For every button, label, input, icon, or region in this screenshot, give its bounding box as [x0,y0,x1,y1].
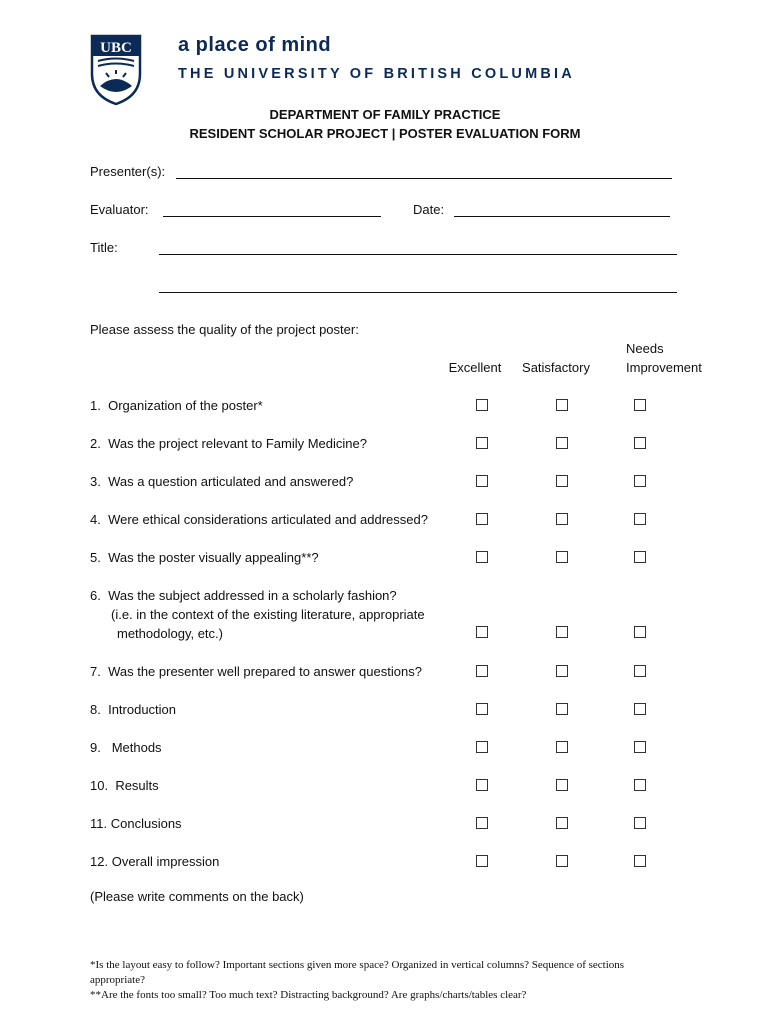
footnote-fonts: **Are the fonts too small? Too much text? Distracting background? Are graphs/charts/tables clear? [90,989,527,1001]
checkbox-item-3-satisfactory[interactable] [556,475,568,487]
item-number: 9. [90,740,101,755]
column-excellent: Excellent [448,360,502,375]
item-number: 1. [90,398,101,413]
checkbox-item-6-excellent[interactable] [476,626,488,638]
item-text: Introduction [108,702,177,717]
checkbox-item-8-excellent[interactable] [476,703,488,715]
date-field[interactable] [454,216,670,217]
item-text: Results [115,778,159,793]
checkbox-item-2-excellent[interactable] [476,437,488,449]
checkbox-item-3-excellent[interactable] [476,475,488,487]
item-text-line-2: (i.e. in the context of the existing literature, appropriate [111,607,425,622]
item-text: Were ethical considerations articulated and addressed? [108,512,428,527]
item-9 [90,738,162,757]
item-4 [90,510,428,529]
checkbox-item-8-needs-improvement[interactable] [634,703,646,715]
item-number: 3. [90,474,101,489]
checkbox-item-7-satisfactory[interactable] [556,665,568,677]
item-number: 8. [90,702,101,717]
checkbox-item-10-needs-improvement[interactable] [634,779,646,791]
checkbox-item-1-needs-improvement[interactable] [634,399,646,411]
evaluator-field[interactable] [163,216,381,217]
item-text: Was the subject addressed in a scholarly fashion? [108,588,397,603]
checkbox-item-12-satisfactory[interactable] [556,855,568,867]
item-number: 5. [90,550,101,565]
checkbox-item-7-needs-improvement[interactable] [634,665,646,677]
presenters-field[interactable] [176,178,672,179]
checkbox-item-10-excellent[interactable] [476,779,488,791]
assessment-prompt: Please assess the quality of the project poster: [90,322,359,337]
checkbox-item-9-excellent[interactable] [476,741,488,753]
item-text: Conclusions [110,816,182,831]
item-number: 4. [90,512,101,527]
item-6 [90,586,425,643]
checkbox-item-9-needs-improvement[interactable] [634,741,646,753]
checkbox-item-1-satisfactory[interactable] [556,399,568,411]
item-number: 6. [90,588,101,603]
item-5 [90,548,319,567]
comments-note: (Please write comments on the back) [90,889,304,904]
item-text: Was the poster visually appealing**? [108,550,319,565]
checkbox-item-9-satisfactory[interactable] [556,741,568,753]
checkbox-item-4-excellent[interactable] [476,513,488,525]
item-12 [90,852,219,871]
university-name: THE UNIVERSITY OF BRITISH COLUMBIA [178,66,575,82]
item-10 [90,776,159,795]
item-text: Was a question articulated and answered? [108,474,354,489]
column-improvement-label: Improvement [626,360,702,375]
checkbox-item-4-needs-improvement[interactable] [634,513,646,525]
item-number: 12. [90,854,109,869]
checkbox-item-11-needs-improvement[interactable] [634,817,646,829]
item-2 [90,434,367,453]
column-needs-improvement [606,339,712,377]
checkbox-item-1-excellent[interactable] [476,399,488,411]
item-text: Organization of the poster* [108,398,263,413]
evaluator-label: Evaluator: [90,202,149,217]
form-title: RESIDENT SCHOLAR PROJECT | POSTER EVALUATION FORM [189,126,581,141]
checkbox-item-5-needs-improvement[interactable] [634,551,646,563]
title-label: Title: [90,240,118,255]
item-text: Was the project relevant to Family Medicine? [108,436,367,451]
item-7 [90,662,422,681]
title-field-line-2[interactable] [159,292,677,293]
item-text: Methods [111,740,162,755]
checkbox-item-6-needs-improvement[interactable] [634,626,646,638]
department-heading: DEPARTMENT OF FAMILY PRACTICE [269,107,501,122]
date-label: Date: [413,202,445,217]
checkbox-item-5-satisfactory[interactable] [556,551,568,563]
checkbox-item-6-satisfactory[interactable] [556,626,568,638]
item-1 [90,396,263,415]
checkbox-item-10-satisfactory[interactable] [556,779,568,791]
column-needs-label: Needs [626,341,664,356]
presenters-label: Presenter(s): [90,164,166,179]
checkbox-item-5-excellent[interactable] [476,551,488,563]
item-8 [90,700,176,719]
footnote-layout: *Is the layout easy to follow? Important sections given more space? Organized in vertical columns? Sequence of sections appropriate? [90,959,625,986]
checkbox-item-11-excellent[interactable] [476,817,488,829]
item-number: 10. [90,778,109,793]
logo-text: UBC [100,40,132,56]
item-text: Was the presenter well prepared to answer questions? [108,664,422,679]
checkbox-item-8-satisfactory[interactable] [556,703,568,715]
item-number: 2. [90,436,101,451]
ubc-crest-logo [90,34,142,106]
item-number: 11. [90,816,108,831]
checkbox-item-2-satisfactory[interactable] [556,437,568,449]
checkbox-item-4-satisfactory[interactable] [556,513,568,525]
checkbox-item-7-excellent[interactable] [476,665,488,677]
item-3 [90,472,353,491]
checkbox-item-12-needs-improvement[interactable] [634,855,646,867]
checkbox-item-11-satisfactory[interactable] [556,817,568,829]
checkbox-item-12-excellent[interactable] [476,855,488,867]
column-satisfactory: Satisfactory [522,360,590,375]
item-11 [90,814,182,833]
title-field-line-1[interactable] [159,254,677,255]
item-text-line-3: methodology, etc.) [117,626,223,641]
checkbox-item-2-needs-improvement[interactable] [634,437,646,449]
item-number: 7. [90,664,101,679]
tagline: a place of mind [178,34,332,56]
checkbox-item-3-needs-improvement[interactable] [634,475,646,487]
item-text: Overall impression [111,854,220,869]
